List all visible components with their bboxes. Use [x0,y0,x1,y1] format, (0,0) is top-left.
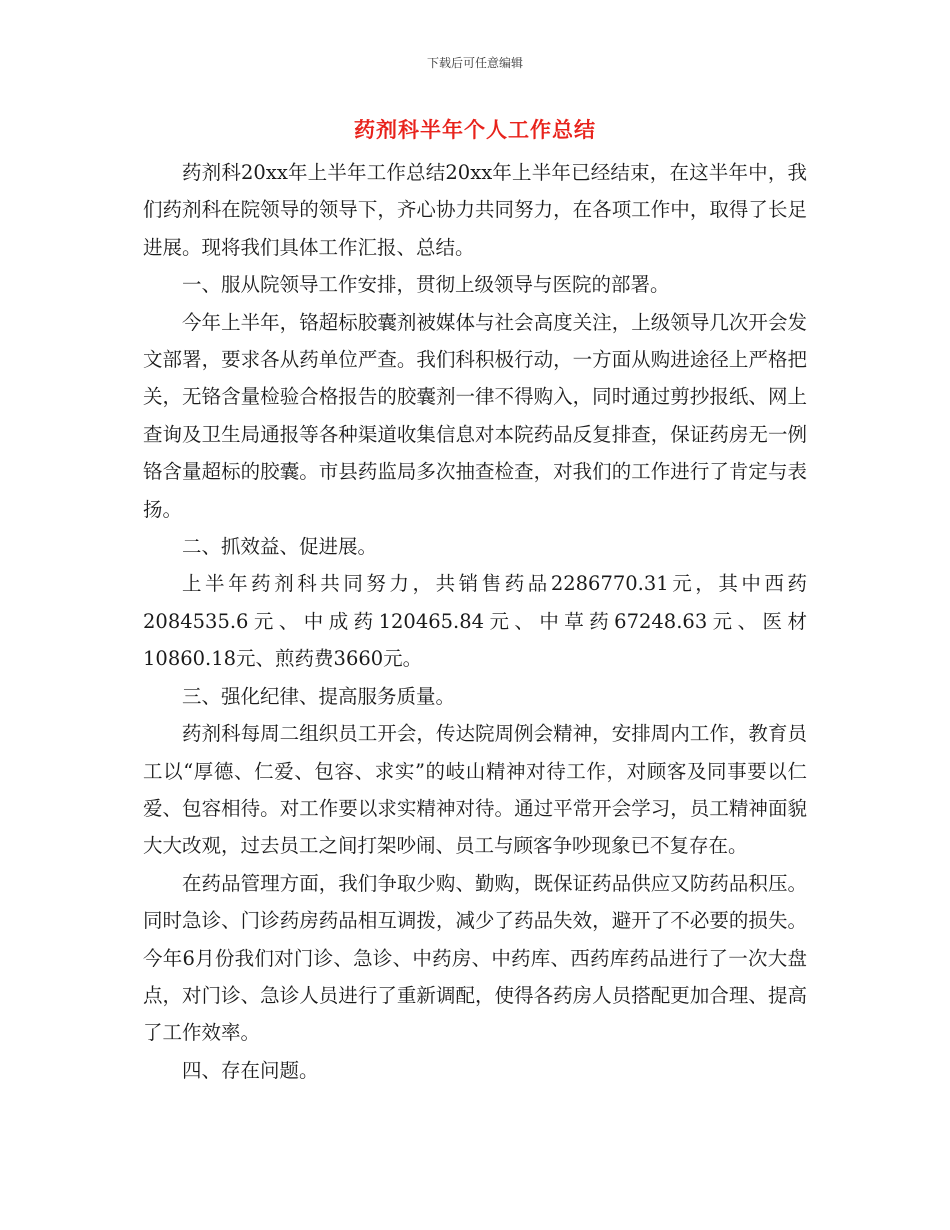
page-header-note: 下载后可任意编辑 [426,56,523,70]
document-body [143,154,807,1089]
section-heading-2: 二、抓效益、促进展。 [182,535,378,559]
paragraph-section-3a: 药剂科每周二组织员工开会，传达院周例会精神，安排周内工作，教育员工以“厚德、仁爱、包容、求实”的岐山精神对待工作，对顾客及同事要以仁爱、包容相待。对工作要以求实精神对待。通过平常开会学习，员工精神面貌大大改观，过去员工之间打架吵闹、员工与顾客争吵现象已不复存在。 [143,722,807,858]
section-heading-1: 一、服从院领导工作安排，贯彻上级领导与医院的部署。 [182,273,670,297]
section-heading-3: 三、强化纪律、提高服务质量。 [182,684,456,708]
paragraph-section-2: 上半年药剂科共同努力，共销售药品2286770.31元，其中西药2084535.6元、中成药120465.84元、中草药67248.63元、医材10860.18元、煎药费3660元。 [143,572,807,671]
document-title: 药剂科半年个人工作总结 [354,117,596,142]
section-heading-4: 四、存在问题。 [182,1058,319,1082]
paragraph-section-3b: 在药品管理方面，我们争取少购、勤购，既保证药品供应又防药品积压。同时急诊、门诊药房药品相互调拨，减少了药品失效，避开了不必要的损失。今年6月份我们对门诊、急诊、中药房、中药库、西药库药品进行了一次大盘点，对门诊、急诊人员进行了重新调配，使得各药房人员搭配更加合理、提高了工作效率。 [143,871,807,1045]
paragraph-section-1: 今年上半年，铬超标胶囊剂被媒体与社会高度关注，上级领导几次开会发文部署，要求各从药单位严查。我们科积极行动，一方面从购进途径上严格把关，无铬含量检验合格报告的胶囊剂一律不得购入，同时通过剪抄报纸、网上查询及卫生局通报等各种渠道收集信息对本院药品反复排查，保证药房无一例铬含量超标的胶囊。市县药监局多次抽查检查，对我们的工作进行了肯定与表扬。 [143,310,807,521]
paragraph-intro: 药剂科20xx年上半年工作总结20xx年上半年已经结束，在这半年中，我们药剂科在院领导的领导下，齐心协力共同努力，在各项工作中，取得了长足进展。现将我们具体工作汇报、总结。 [143,161,807,259]
